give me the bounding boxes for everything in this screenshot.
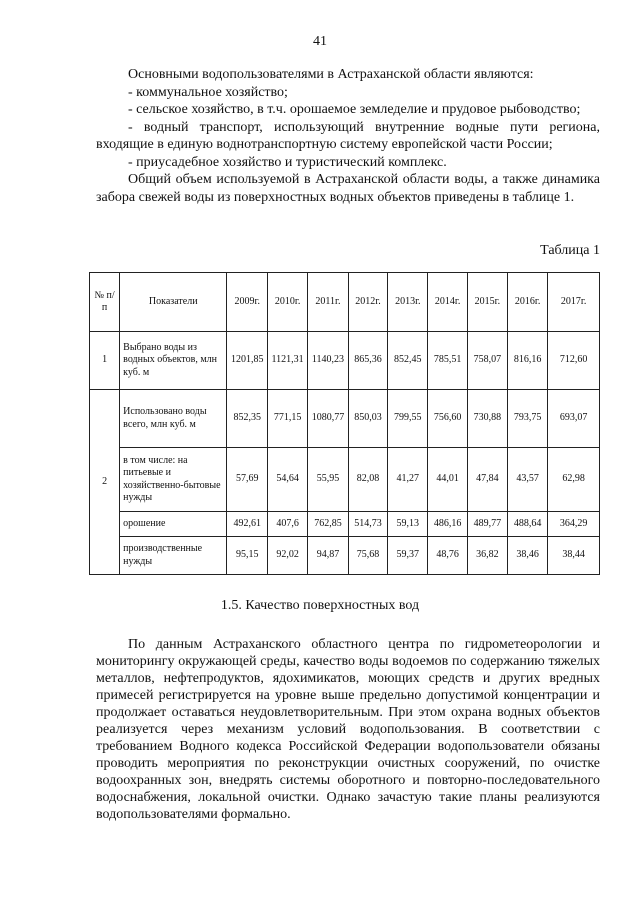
cell-value: 94,87: [308, 537, 349, 575]
row-label: производственные нужды: [120, 537, 227, 575]
cell-value: 850,03: [348, 390, 387, 448]
cell-value: 693,07: [548, 390, 600, 448]
cell-value: 75,68: [348, 537, 387, 575]
cell-value: 59,37: [388, 537, 428, 575]
cell-value: 95,15: [227, 537, 268, 575]
cell-value: 816,16: [508, 332, 548, 390]
cell-value: 44,01: [428, 448, 467, 512]
cell-value: 771,15: [268, 390, 308, 448]
table-row: [90, 512, 600, 537]
intro-list-item: - приусадебное хозяйство и туристический комплекс.: [128, 154, 447, 170]
header-year: 2015г.: [467, 273, 507, 332]
cell-value: 852,45: [388, 332, 428, 390]
cell-value: 1080,77: [308, 390, 349, 448]
intro-summary: Общий объем используемой в Астраханской области воды, а также динамика забора свежей воды из поверхностных водных объектов приведены в таблице 1.: [96, 172, 600, 205]
row-number: 2: [90, 390, 120, 575]
cell-value: 793,75: [508, 390, 548, 448]
cell-value: 41,27: [388, 448, 428, 512]
cell-value: 852,35: [227, 390, 268, 448]
intro-list-item: - сельское хозяйство, в т.ч. орошаемое земледелие и прудовое рыбоводство;: [128, 102, 581, 117]
cell-value: 43,57: [508, 448, 548, 512]
cell-value: 1121,31: [268, 332, 308, 390]
cell-value: 712,60: [548, 332, 600, 390]
header-num: № п/п: [90, 273, 120, 332]
intro-lead: Основными водопользователями в Астраханской области являются:: [128, 67, 534, 82]
cell-value: 762,85: [308, 512, 349, 537]
page-number: 41: [313, 34, 327, 49]
cell-value: 36,82: [467, 537, 507, 575]
cell-value: 57,69: [227, 448, 268, 512]
table-row: [90, 448, 600, 512]
cell-value: 38,46: [508, 537, 548, 575]
header-indicator: Показатели: [120, 273, 227, 332]
intro-text: [96, 66, 600, 206]
cell-value: 488,64: [508, 512, 548, 537]
cell-value: 59,13: [388, 512, 428, 537]
cell-value: 785,51: [428, 332, 467, 390]
table-row: [90, 332, 600, 390]
cell-value: 758,07: [467, 332, 507, 390]
cell-value: 92,02: [268, 537, 308, 575]
header-year: 2012г.: [348, 273, 387, 332]
cell-value: 82,08: [348, 448, 387, 512]
cell-value: 55,95: [308, 448, 349, 512]
intro-list-item: - водный транспорт, использующий внутренние водные пути региона, входящие в единую воднотранспортную систему европейской части России;: [96, 119, 600, 152]
cell-value: 486,16: [428, 512, 467, 537]
intro-list-item: - коммунальное хозяйство;: [128, 84, 288, 100]
cell-value: 407,6: [268, 512, 308, 537]
water-usage-table: [89, 272, 600, 575]
table-caption: Таблица 1: [540, 243, 600, 258]
row-label: орошение: [120, 512, 227, 537]
section-heading: 1.5. Качество поверхностных вод: [220, 598, 420, 613]
cell-value: 47,84: [467, 448, 507, 512]
cell-value: 1201,85: [227, 332, 268, 390]
header-year: 2016г.: [508, 273, 548, 332]
table-row: [90, 390, 600, 448]
header-year: 2011г.: [308, 273, 349, 332]
cell-value: 54,64: [268, 448, 308, 512]
cell-value: 1140,23: [308, 332, 349, 390]
cell-value: 489,77: [467, 512, 507, 537]
header-year: 2014г.: [428, 273, 467, 332]
row-label: Выбрано воды из водных объектов, млн куб. м: [120, 332, 227, 390]
row-number: 1: [90, 332, 120, 390]
header-year: 2017г.: [548, 273, 600, 332]
table-row: [90, 537, 600, 575]
cell-value: 756,60: [428, 390, 467, 448]
cell-value: 514,73: [348, 512, 387, 537]
cell-value: 799,55: [388, 390, 428, 448]
cell-value: 48,76: [428, 537, 467, 575]
cell-value: 865,36: [348, 332, 387, 390]
cell-value: 492,61: [227, 512, 268, 537]
header-year: 2009г.: [227, 273, 268, 332]
cell-value: 730,88: [467, 390, 507, 448]
cell-value: 62,98: [548, 448, 600, 512]
row-label: в том числе: на питьевые и хозяйственно-бытовые нужды: [120, 448, 227, 512]
header-year: 2013г.: [388, 273, 428, 332]
cell-value: 364,29: [548, 512, 600, 537]
row-label: Использовано воды всего, млн куб. м: [120, 390, 227, 448]
table-header-row: [90, 273, 600, 332]
header-year: 2010г.: [268, 273, 308, 332]
cell-value: 38,44: [548, 537, 600, 575]
section-paragraph: По данным Астраханского областного центра по гидрометеорологии и мониторингу окружающей среды, качество воды водоемов по содержанию тяжелых металлов, нефтепродуктов, ядохимикатов, моющих средств и других вредных примесей регистрируется на уровне выше предельно допустимой концентрации и продолжает оставаться неудовлетворительным. При этом охрана водных объектов реализуется через механизм условий водопользования. В соответствии с требованием Водного кодекса Российской Федерации водопользователи обязаны проводить мероприятия по реконструкции очистных сооружений, по очистке водоохранных зон, внедрять системы оборотного и повторно-последовательного водоснабжения, локальной очистки. Однако зачастую такие планы реализуются водопользователями формально.: [96, 637, 600, 822]
